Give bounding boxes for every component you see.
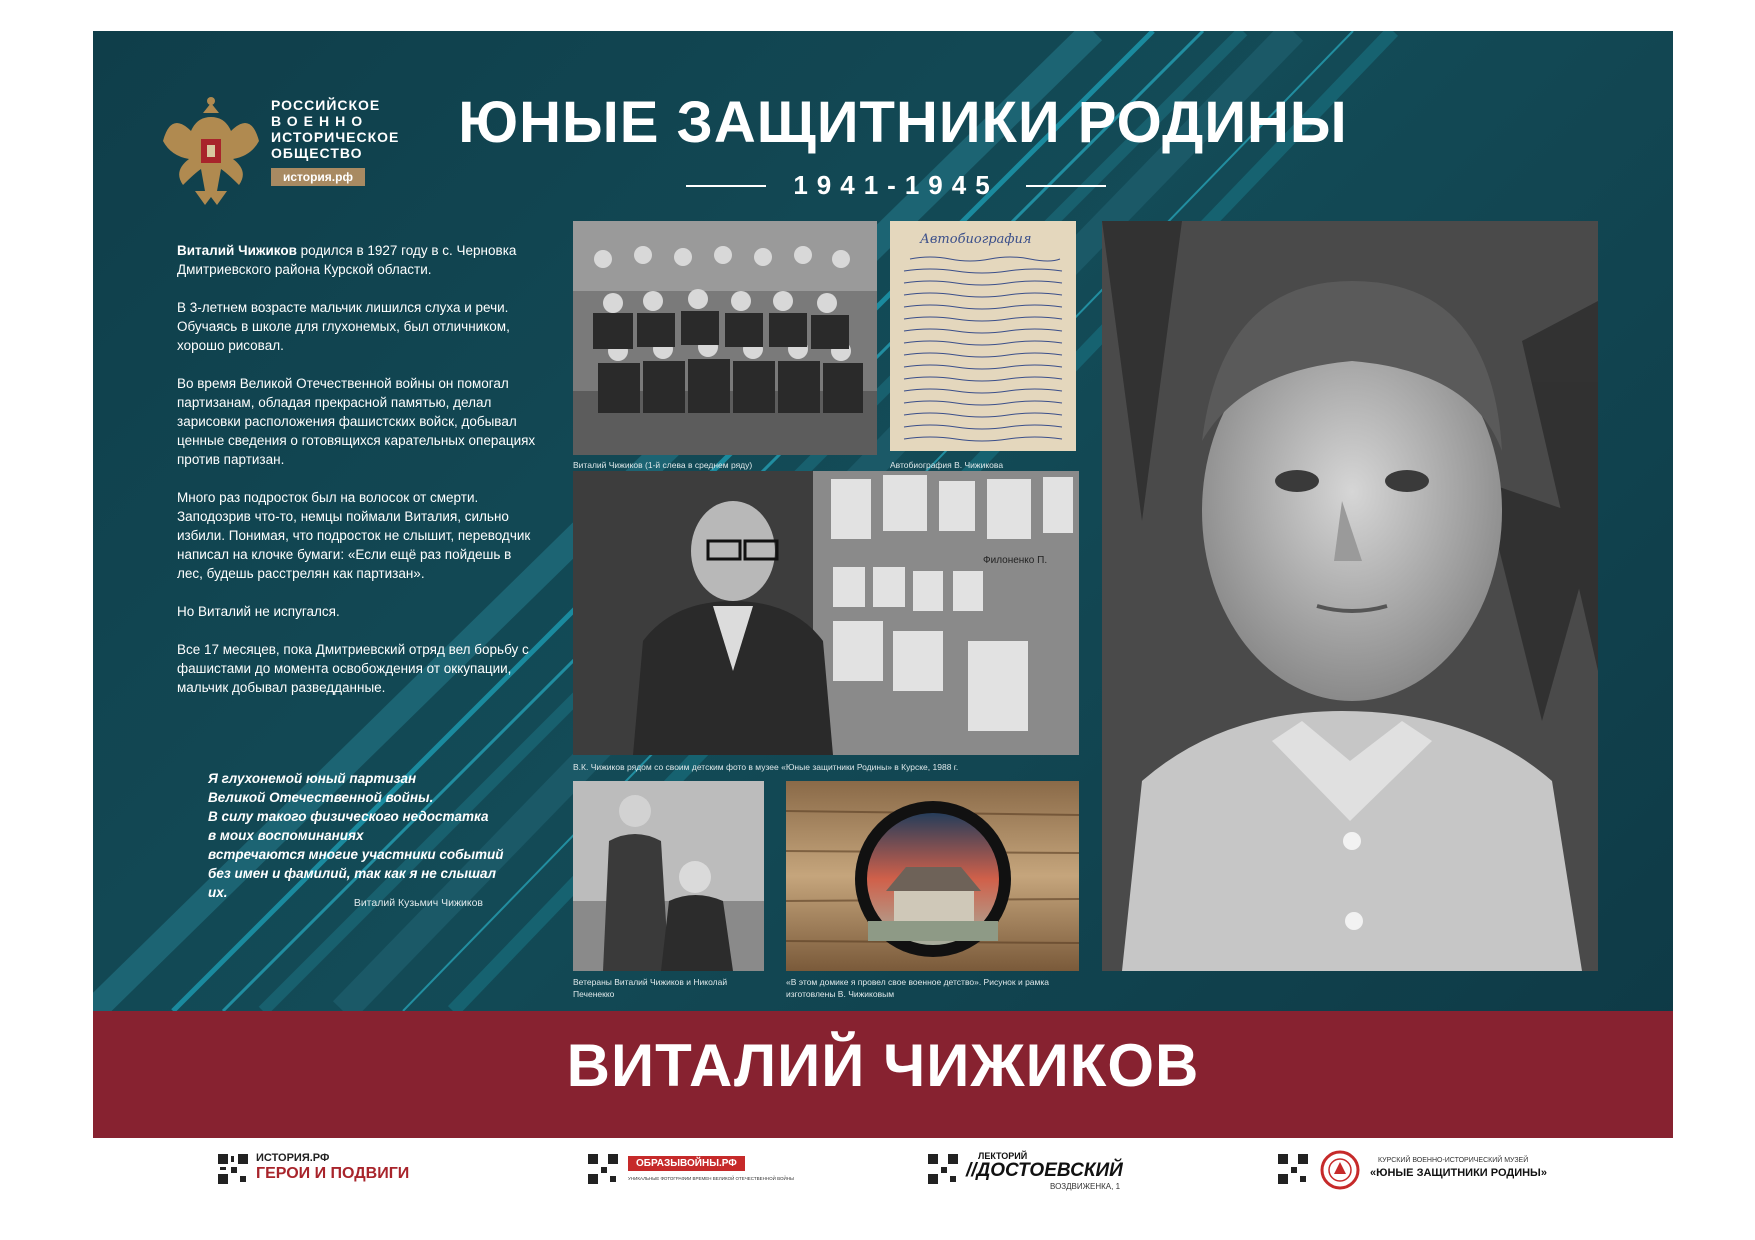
class-photo	[573, 221, 877, 455]
rvio-logo-text: РОССИЙСКОЕ ВОЕННО ИСТОРИЧЕСКОЕ ОБЩЕСТВО	[271, 97, 400, 161]
painting-photo	[786, 781, 1079, 971]
museum-photo	[573, 471, 1079, 755]
museum-label: Филоненко П.	[983, 555, 1048, 566]
bio-paragraph-4: Много раз подросток был на волосок от смерти. Заподозрив что-то, немцы поймали Виталия, сильно избили. Понимая, что подросток не слышит, переводчик написал на клочке бумаги: «Если ещё раз пойдешь в лес, будешь расстрелян как партизан».	[177, 490, 531, 581]
footer-museum-main: «ЮНЫЕ ЗАЩИТНИКИ РОДИНЫ»	[1370, 1167, 1547, 1179]
bio-paragraph-6: Все 17 месяцев, пока Дмитриевский отряд вел борьбу с фашистами до момента освобождения от оккупации, мальчик добывал разведданные.	[177, 642, 529, 695]
portrait-photo	[1102, 221, 1598, 971]
caption-museum-photo: В.К. Чижиков рядом со своим детским фото в музее «Юные защитники Родины» в Курске, 1988 г.	[573, 762, 959, 772]
caption-veterans: Ветераны Виталий Чижиков и Николай Печенекко	[573, 977, 728, 999]
bio-paragraph-1: Виталий Чижиков родился в 1927 году в с. Черновка Дмитриевского района Курской области.	[177, 243, 517, 277]
autobiography-document	[890, 221, 1076, 451]
quote-author: Виталий Кузьмич Чижиков	[353, 897, 483, 909]
bio-paragraph-3: Во время Великой Отечественной войны он помогал партизанам, обладая прекрасной памятью, делал зарисовки расположения фашистских войск, добывал ценные сведения о готовящихся карательных операциях против партизан.	[177, 376, 536, 467]
years-label: 1941-1945	[793, 170, 999, 200]
qr-code-icon	[1278, 1154, 1308, 1184]
biography-text	[177, 241, 537, 716]
qr-code-icon	[218, 1154, 248, 1184]
poster-title: ЮНЫЕ ЗАЩИТНИКИ РОДИНЫ	[458, 90, 1348, 155]
caption-painting: «В этом домике я провел свое военное детство». Рисунок и рамка изготовлены В. Чижиковым	[786, 977, 1049, 999]
footer-lektoriy: ЛЕКТОРИЙ	[978, 1151, 1028, 1161]
quote: Я глухонемой юный партизан Великой Отечественной войны. В силу такого физического недостатка в моих воспоминаниях встречаются многие участники событий без имен и фамилий, так как я не слышал их.	[208, 771, 504, 900]
footer-obrazy-label: ОБРАЗЫВОЙНЫ.РФ	[628, 1156, 745, 1171]
footer-obrazy-sub: УНИКАЛЬНЫЕ ФОТОГРАФИИ ВРЕМЕН ВЕЛИКОЙ ОТЕЧЕСТВЕННОЙ ВОЙНЫ	[628, 1176, 794, 1181]
logo-badge: история.рф	[271, 168, 365, 186]
veterans-photo	[573, 781, 764, 971]
autobiography-heading: Автобиография	[920, 232, 1032, 247]
bio-paragraph-5: Но Виталий не испугался.	[177, 604, 340, 619]
years-row	[686, 166, 1106, 206]
caption-class-photo: Виталий Чижиков (1-й слева в среднем ряду)	[573, 460, 753, 470]
qr-code-icon	[928, 1154, 958, 1184]
footer-museum-top: КУРСКИЙ ВОЕННО-ИСТОРИЧЕСКИЙ МУЗЕЙ	[1378, 1157, 1529, 1164]
hero-name: ВИТАЛИЙ ЧИЖИКОВ	[566, 1032, 1200, 1099]
footer-dostoevsky: //ДОСТОЕВСКИЙ	[966, 1160, 1123, 1181]
footer-heroes: ГЕРОИ И ПОДВИГИ	[256, 1165, 410, 1182]
bio-paragraph-2: В 3-летнем возрасте мальчик лишился слуха и речи. Обучаясь в школе для глухонемых, был отличником, хорошо рисовал.	[177, 300, 510, 353]
caption-autobiography: Автобиография В. Чижикова	[890, 460, 1004, 470]
museum-emblem-icon	[1320, 1150, 1360, 1190]
footer	[0, 1150, 1755, 1200]
qr-code-icon	[588, 1154, 618, 1184]
poster	[93, 31, 1673, 1138]
footer-vozdvizhenka: ВОЗДВИЖЕНКА, 1	[1050, 1182, 1121, 1191]
footer-istoria-top: ИСТОРИЯ.РФ	[256, 1152, 330, 1164]
